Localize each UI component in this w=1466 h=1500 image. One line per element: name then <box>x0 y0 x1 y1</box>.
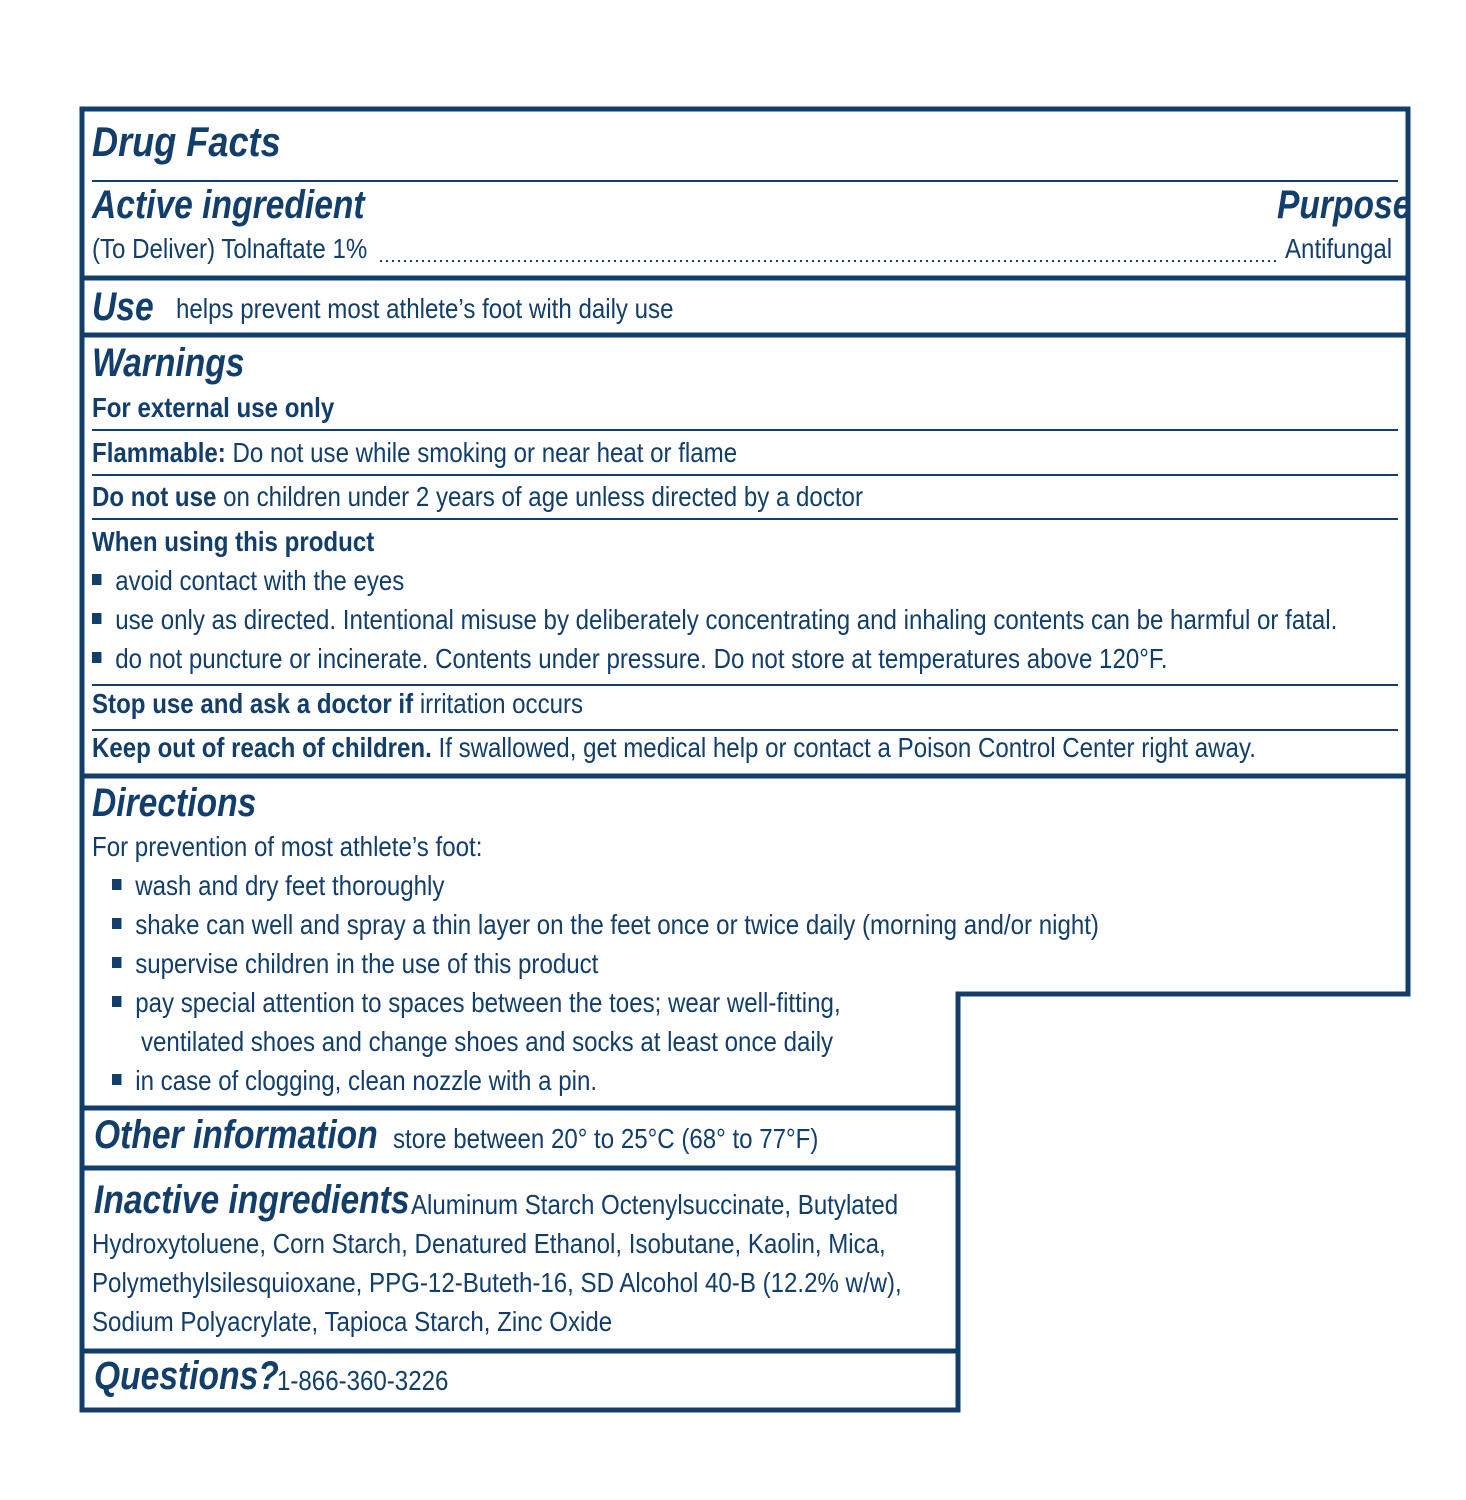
warning-bullet-line <box>92 565 404 597</box>
inactive-line-3-row <box>92 1267 1034 1299</box>
direction-bullet-line <box>112 870 444 902</box>
bullet-icon <box>92 652 101 663</box>
direction-bullet-line <box>112 1065 597 1097</box>
inactive-line-1-row <box>411 1189 977 1221</box>
directions-heading: Directions <box>92 781 257 825</box>
bullet-icon <box>112 957 121 968</box>
inactive-line-4-row <box>92 1306 697 1338</box>
inactive-line-2: Hydroxytoluene, Corn Starch, Denatured Ethanol, Isobutane, Kaolin, Mica, <box>92 1228 886 1259</box>
direction-bullet-text: wash and dry feet thoroughly <box>135 870 445 901</box>
questions-phone: 1-866-360-3226 <box>277 1365 449 1396</box>
directions-intro-row <box>92 831 546 863</box>
when-using-row <box>92 526 420 558</box>
leader-dots <box>92 233 1398 267</box>
stop-use-line <box>92 688 583 720</box>
use-text-row <box>176 293 754 325</box>
keep-out-text: If swallowed, get medical help or contact a Poison Control Center right away. <box>438 732 1256 763</box>
warning-bullet-text: use only as directed. Intentional misuse by deliberately concentrating and inhaling contents can be harmful or fatal. <box>115 604 1338 635</box>
warnings-rule-3 <box>92 518 1398 520</box>
warning-bullet-text: avoid contact with the eyes <box>115 565 405 596</box>
warnings-rule-2 <box>92 474 1398 476</box>
use-section <box>92 285 165 330</box>
purpose-value: Antifungal <box>1285 233 1393 264</box>
active-ingredient-heading-row <box>92 183 417 228</box>
flammable-row <box>92 437 842 469</box>
list-item <box>112 948 678 980</box>
do-not-use-row <box>92 481 988 513</box>
title-rule <box>92 180 1398 182</box>
page-title: Drug Facts <box>92 118 281 165</box>
questions-heading: Questions? <box>94 1354 279 1398</box>
stop-use-row <box>92 688 663 720</box>
keep-out-row <box>92 732 1445 764</box>
direction-bullet-line <box>112 987 841 1019</box>
direction-bullet-text: shake can well and spray a thin layer on the feet once or twice daily (morning and/or night) <box>135 909 1099 940</box>
other-info-text: store between 20° to 25°C (68° to 77°F) <box>393 1123 819 1154</box>
flammable-text: Do not use while smoking or near heat or flame <box>232 437 738 468</box>
list-item <box>92 643 1343 675</box>
warnings-rule-5 <box>92 729 1398 731</box>
other-info-text-row <box>393 1123 888 1155</box>
direction-bullet-text-continued: ventilated shoes and change shoes and socks at least once daily <box>141 1026 834 1057</box>
other-info-heading: Other information <box>94 1113 378 1157</box>
when-using-heading: When using this product <box>92 526 375 557</box>
bullet-icon <box>92 574 101 585</box>
active-ingredient-heading: Active ingredient <box>92 183 365 227</box>
do-not-use-text: on children under 2 years of age unless directed by a doctor <box>223 481 863 512</box>
list-item <box>112 909 1260 941</box>
do-not-use-line <box>92 481 863 513</box>
inactive-heading: Inactive ingredients <box>94 1178 410 1222</box>
direction-bullet-text: supervise children in the use of this product <box>135 948 599 979</box>
list-item <box>112 987 959 1019</box>
flammable-line <box>92 437 737 469</box>
bullet-icon <box>112 1074 121 1085</box>
external-use: For external use only <box>92 392 335 423</box>
do-not-use-label: Do not use <box>92 481 217 512</box>
list-item <box>92 604 1466 636</box>
purpose-heading: Purpose <box>1277 183 1412 227</box>
list-item <box>112 870 499 902</box>
external-use-row <box>92 392 374 424</box>
stop-use-label: Stop use and ask a doctor if <box>92 688 414 719</box>
purpose-heading-row <box>1277 183 1437 228</box>
direction-bullet-text: pay special attention to spaces between the toes; wear well-fitting, <box>135 987 841 1018</box>
warning-bullet-line <box>92 604 1337 636</box>
use-heading: Use <box>92 285 154 329</box>
direction-bullet-line <box>112 948 598 980</box>
warning-bullet-line <box>92 643 1168 675</box>
inactive-line-4: Sodium Polyacrylate, Tapioca Starch, Zinc Oxide <box>92 1306 613 1337</box>
list-item <box>112 1065 676 1097</box>
list-item <box>92 565 455 597</box>
warnings-rule-1 <box>92 429 1398 431</box>
active-ingredient-row <box>92 233 1398 267</box>
directions-heading-row <box>92 781 288 826</box>
keep-out-line <box>92 732 1256 764</box>
warnings-rule-4 <box>92 684 1398 686</box>
use-text: helps prevent most athlete’s foot with daily use <box>176 293 674 324</box>
warnings-heading: Warnings <box>92 341 245 385</box>
inactive-line-2-row <box>92 1228 1015 1260</box>
bullet-icon <box>92 613 101 624</box>
list-item-continuation <box>141 1026 946 1058</box>
inactive-line-1: Aluminum Starch Octenylsuccinate, Butylated <box>411 1189 899 1220</box>
active-ingredient: (To Deliver) Tolnaftate 1% <box>92 233 368 264</box>
flammable-label: Flammable: <box>92 437 226 468</box>
bullet-icon <box>112 918 121 929</box>
inactive-line-3: Polymethylsilesquioxane, PPG-12-Buteth-16, SD Alcohol 40-B (12.2% w/w), <box>92 1267 902 1298</box>
questions-phone-row <box>277 1365 476 1397</box>
direction-bullet-text: in case of clogging, clean nozzle with a pin. <box>135 1065 598 1096</box>
title-block <box>92 118 311 166</box>
warnings-heading-row <box>92 341 274 386</box>
direction-bullet-line <box>112 909 1099 941</box>
bullet-icon <box>112 996 121 1007</box>
directions-intro: For prevention of most athlete’s foot: <box>92 831 483 862</box>
keep-out-label: Keep out of reach of children. <box>92 732 432 763</box>
stop-use-text: irritation occurs <box>419 688 584 719</box>
bullet-icon <box>112 879 121 890</box>
warning-bullet-text: do not puncture or incinerate. Contents under pressure. Do not store at temperatures above 120°F. <box>115 643 1168 674</box>
other-info-heading-row <box>94 1113 432 1158</box>
